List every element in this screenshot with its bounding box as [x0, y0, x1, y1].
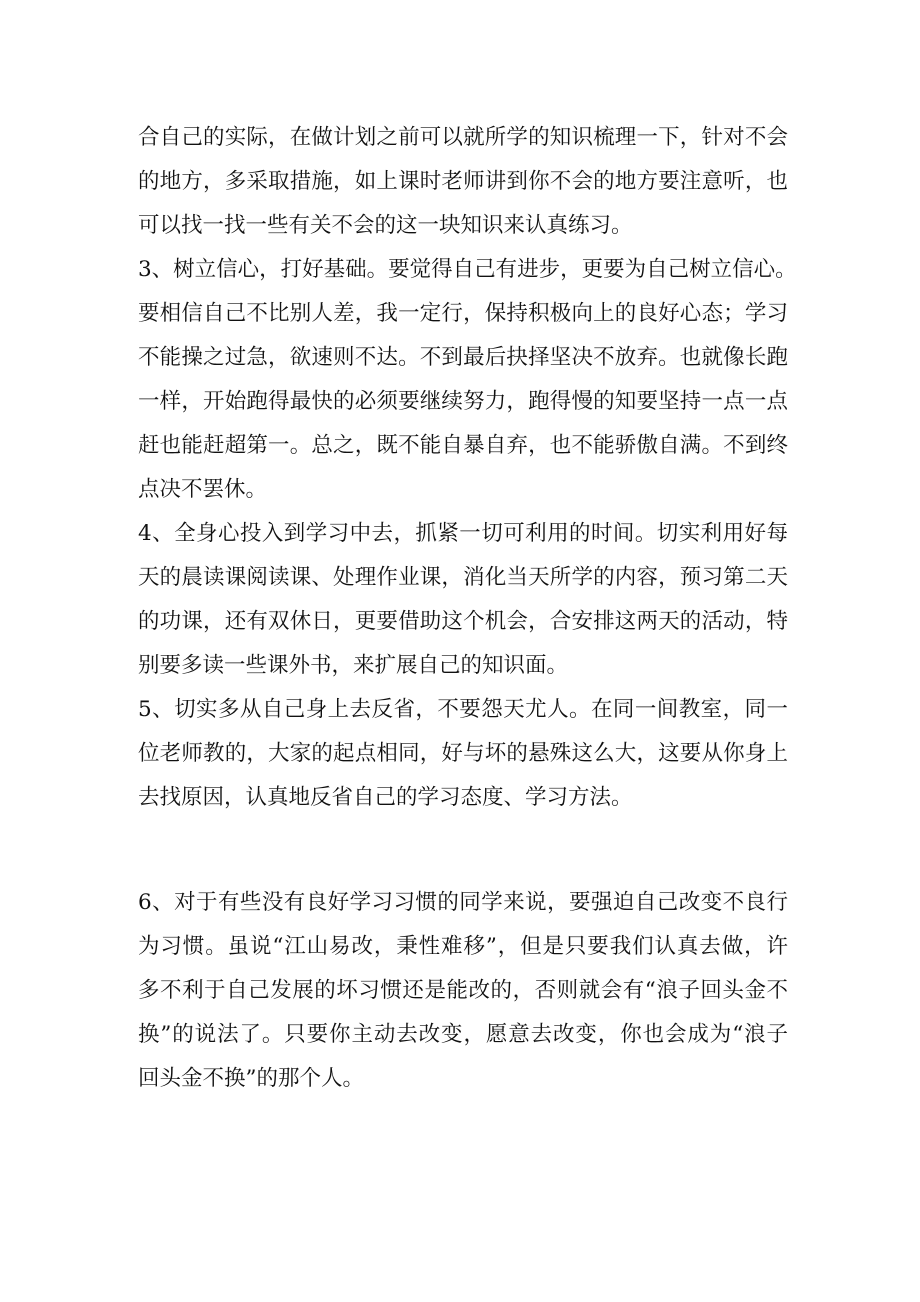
text-line: 多不利于自己发展的坏习惯还是能改的，否则就会有“浪子回头金不: [138, 978, 788, 1003]
text-line: 的地方，多采取措施，如上课时老师讲到你不会的地方要注意听，也: [138, 169, 788, 194]
document-body: [138, 116, 797, 1101]
text-line: 5、切实多从自己身上去反省，不要怨天尤人。在同一间教室，同一: [138, 697, 788, 722]
text-line: 可以找一找一些有关不会的这一块知识来认真练习。: [138, 213, 633, 238]
paragraph-item-3: [138, 248, 797, 512]
text-line: 去找原因，认真地反省自己的学习态度、学习方法。: [138, 785, 633, 810]
text-line: 6、对于有些没有良好学习习惯的同学来说，要强迫自己改变不良行: [138, 890, 788, 915]
paragraph-item-6: [138, 881, 788, 1101]
paragraph-spacer: [138, 820, 788, 881]
text-line: 要相信自己不比别人差，我一定行，保持积极向上的良好心态；学习: [138, 301, 788, 326]
text-line: 4、全身心投入到学习中去，抓紧一切可利用的时间。切实利用好每: [138, 521, 788, 546]
text-line: 别要多读一些课外书，来扩展自己的知识面。: [138, 653, 569, 678]
text-line: 的功课，还有双休日，更要借助这个机会，合安排这两天的活动，特: [138, 609, 788, 634]
text-line: 为习惯。虽说“江山易改，秉性难移”，但是只要我们认真去做，许: [138, 934, 788, 959]
paragraph-continued: [138, 116, 788, 248]
text-line: 位老师教的，大家的起点相同，好与坏的悬殊这么大，这要从你身上: [138, 741, 788, 766]
text-line: 不能操之过急，欲速则不达。不到最后抉择坚决不放弃。也就像长跑: [138, 345, 788, 370]
text-line: 赶也能赶超第一。总之，既不能自暴自弃，也不能骄傲自满。不到终: [138, 433, 788, 458]
paragraph-item-4: [138, 512, 788, 688]
text-line: 一样，开始跑得最快的必须要继续努力，跑得慢的知要坚持一点一点: [138, 389, 788, 414]
text-line: 换”的说法了。只要你主动去改变，愿意去改变，你也会成为“浪子: [138, 1022, 788, 1047]
text-line: 回头金不换”的那个人。: [138, 1066, 364, 1091]
text-line: 点决不罢休。: [138, 477, 268, 502]
paragraph-item-5: [138, 688, 788, 820]
text-line: 合自己的实际，在做计划之前可以就所学的知识梳理一下，针对不会: [138, 125, 788, 150]
text-line: 天的晨读课阅读课、处理作业课，消化当天所学的内容，预习第二天: [138, 565, 788, 590]
text-line: 3、树立信心，打好基础。要觉得自己有进步，更要为自己树立信心。: [138, 257, 797, 282]
